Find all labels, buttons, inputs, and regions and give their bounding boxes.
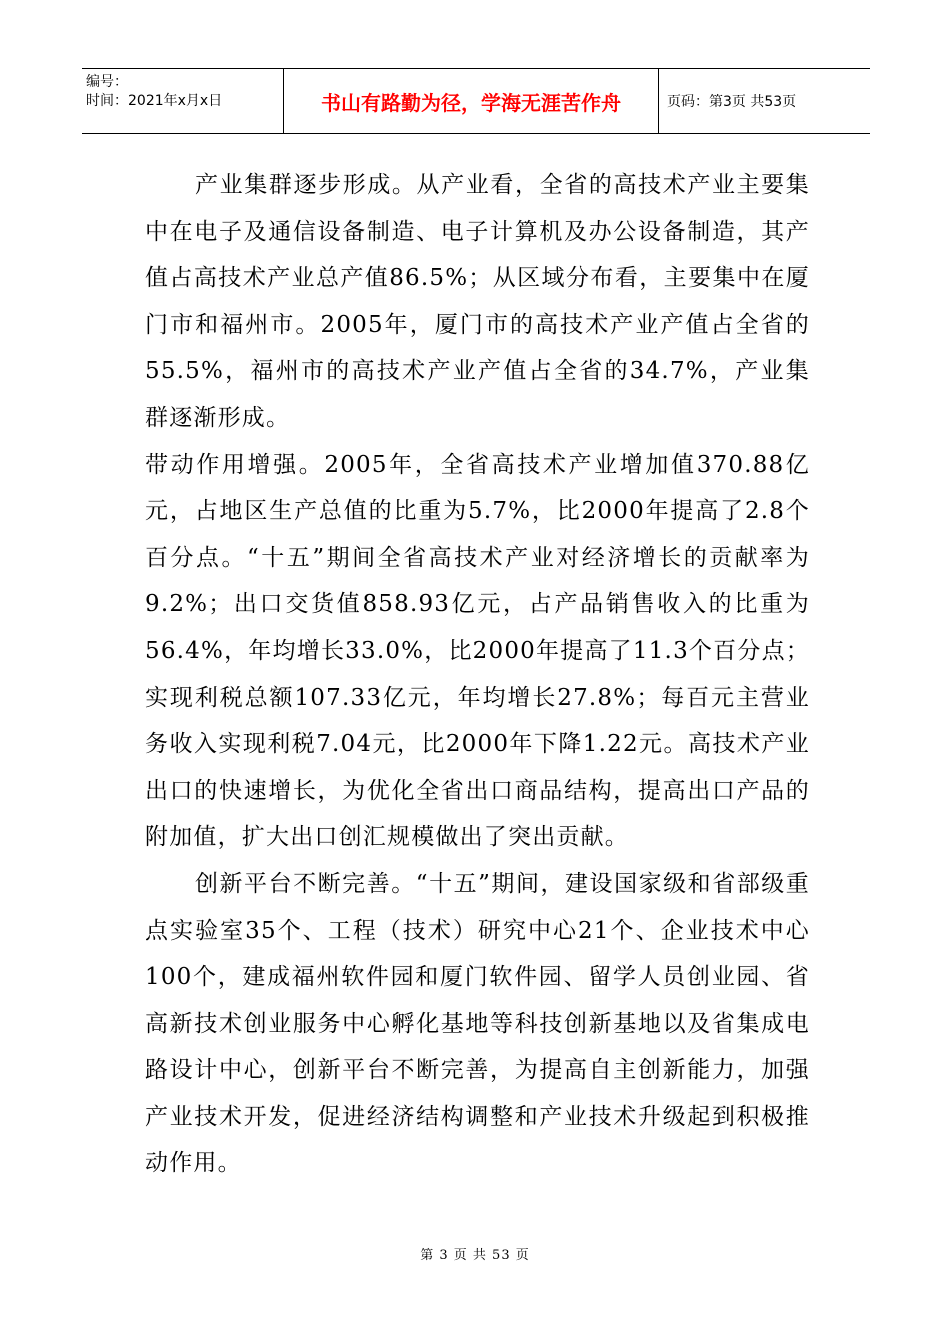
header-motto: 书山有路勤为径，学海无涯苦作舟 [284,69,659,133]
page-footer: 第 3 页 共 53 页 [420,1248,530,1263]
paragraph-industry-cluster: 产业集群逐步形成。从产业看，全省的高技术产业主要集中在电子及通信设备制造、电子计算机及办公设备制造，其产值占高技术产业总产值86.5%；从区域分布看，主要集中在厦门市和福州市。2005年，厦门市的高技术产业产值占全省的55.5%，福州市的高技术产业产值占全省的34.7%，产业集群逐渐形成。 [145,172,810,431]
page-header [82,68,870,134]
document-body [145,162,810,1187]
paragraph-driving-role: 带动作用增强。2005年，全省高技术产业增加值370.88亿元，占地区生产总值的比重为5.7%，比2000年提高了2.8个百分点。“十五”期间全省高技术产业对经济增长的贡献率为9.2%；出口交货值858.93亿元，占产品销售收入的比重为56.4%，年均增长33.0%，比2000年提高了11.3个百分点；实现利税总额107.33亿元，年均增长27.8%；每百元主营业务收入实现利税7.04元，比2000年下降1.22元。高技术产业出口的快速增长，为优化全省出口商品结构，提高出口产品的附加值，扩大出口创汇规模做出了突出贡献。 [145,451,810,851]
document-number-label: 编号： [86,74,128,90]
paragraph-innovation-platform: 创新平台不断完善。“十五”期间，建设国家级和省部级重点实验室35个、工程（技术）研究中心21个、企业技术中心100个，建成福州软件园和厦门软件园、留学人员创业园、省高新技术创业服务中心孵化基地等科技创新基地以及省集成电路设计中心，创新平台不断完善，为提高自主创新能力，加强产业技术开发，促进经济结构调整和产业技术升级起到积极推动作用。 [145,870,810,1177]
document-date-label: 时间：2021年x月x日 [86,93,223,109]
header-page-info: 页码：第3页 共53页 [667,94,797,110]
header-meta-cell [82,69,284,133]
